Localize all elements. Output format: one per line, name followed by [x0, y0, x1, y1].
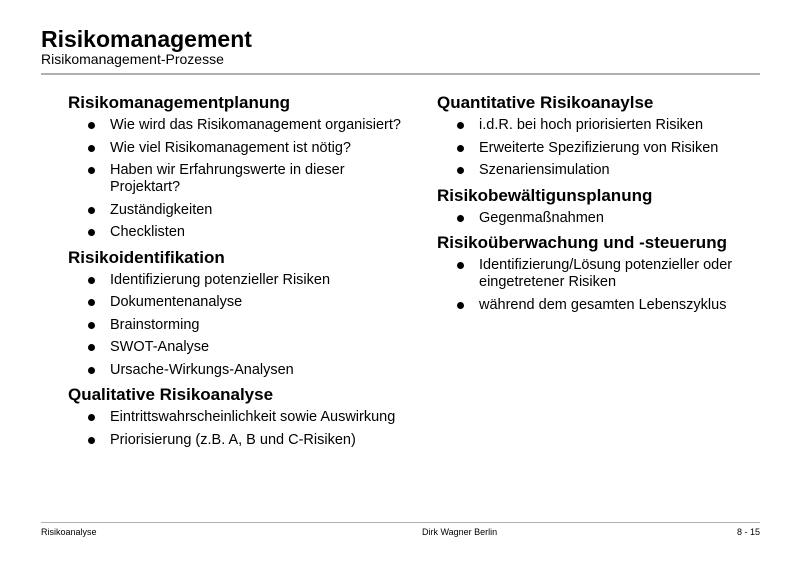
- footer-page-number: 8 - 15: [736, 527, 760, 537]
- section-title: Risikoidentifikation: [68, 247, 225, 267]
- bullet-list: [437, 257, 767, 314]
- list-item: [437, 140, 767, 157]
- list-item-text: Checklisten: [110, 224, 185, 240]
- page-title: Risikomanagement: [41, 26, 252, 52]
- section-title: Risikobewältigunsplanung: [437, 185, 653, 205]
- section-title: Risikomanagementplanung: [68, 93, 290, 112]
- bullet-list: [68, 117, 408, 241]
- bullet-icon: [88, 122, 95, 129]
- list-item: [68, 202, 408, 219]
- list-item: [437, 257, 767, 291]
- list-item-text: Wie viel Risikomanagement ist nötig?: [110, 139, 351, 156]
- list-item-text: Eintrittswahrscheinlichkeit sowie Auswirkung: [110, 409, 396, 425]
- bullet-list: [68, 409, 408, 449]
- list-item: [68, 432, 408, 449]
- list-item: [68, 224, 408, 241]
- header-divider: [41, 73, 760, 75]
- bullet-list: [437, 117, 767, 179]
- list-item: [68, 294, 408, 311]
- list-item-text: Haben wir Erfahrungswerte in dieser Projektart?: [110, 162, 345, 195]
- list-item-text: Identifizierung/Lösung potenzieller oder eingetretener Risiken: [479, 257, 733, 290]
- footer-divider: [41, 522, 760, 523]
- bullet-icon: [88, 437, 95, 444]
- section: [437, 232, 767, 314]
- bullet-icon: [88, 414, 95, 421]
- bullet-icon: [88, 277, 95, 284]
- list-item: [68, 117, 408, 134]
- list-item-text: Identifizierung potenzieller Risiken: [110, 271, 331, 288]
- bullet-list: [68, 272, 408, 379]
- section-title: Qualitative Risikoanalyse: [68, 385, 274, 404]
- footer-topic: Risikoanalyse: [41, 527, 97, 537]
- bullet-icon: [88, 207, 95, 214]
- bullet-icon: [88, 344, 95, 351]
- list-item-text: i.d.R. bei hoch priorisierten Risiken: [479, 117, 704, 133]
- bullet-icon: [457, 167, 464, 174]
- list-item-text: Gegenmaßnahmen: [479, 209, 604, 226]
- bullet-list: [437, 210, 767, 227]
- list-item: [68, 339, 408, 356]
- bullet-icon: [457, 215, 464, 222]
- list-item-text: Szenariensimulation: [479, 162, 610, 178]
- section: [68, 92, 408, 241]
- list-item: [68, 272, 408, 289]
- list-item-text: Brainstorming: [110, 316, 200, 333]
- list-item: [68, 162, 408, 196]
- bullet-icon: [88, 322, 95, 329]
- list-item-text: Dokumentenanalyse: [110, 294, 243, 310]
- list-item-text: SWOT-Analyse: [110, 339, 210, 355]
- list-item-text: Wie wird das Risikomanagement organisiert?: [110, 117, 401, 133]
- bullet-icon: [88, 167, 95, 174]
- list-item-text: Priorisierung (z.B. A, B und C-Risiken): [110, 431, 356, 448]
- section-title: Risikoüberwachung und -steuerung: [437, 233, 727, 252]
- bullet-icon: [457, 262, 464, 269]
- list-item: [68, 409, 408, 426]
- list-item-text: Erweiterte Spezifizierung von Risiken: [479, 139, 719, 156]
- left-column: [68, 92, 408, 454]
- bullet-icon: [88, 299, 95, 306]
- list-item-text: Zuständigkeiten: [110, 201, 213, 218]
- bullet-icon: [88, 145, 95, 152]
- footer-author: Dirk Wagner Berlin: [422, 527, 498, 537]
- list-item: [68, 140, 408, 157]
- bullet-icon: [457, 302, 464, 309]
- page-subtitle: Risikomanagement-Prozesse: [41, 51, 224, 67]
- list-item: [437, 297, 767, 314]
- section: [68, 384, 408, 449]
- list-item: [437, 210, 767, 227]
- bullet-icon: [88, 229, 95, 236]
- list-item: [68, 362, 408, 379]
- right-column: [437, 92, 767, 319]
- bullet-icon: [457, 145, 464, 152]
- section-title: Quantitative Risikoanaylse: [437, 93, 654, 112]
- list-item: [437, 162, 767, 179]
- section: [437, 92, 767, 179]
- list-item: [437, 117, 767, 134]
- section: [437, 185, 767, 227]
- list-item-text: Ursache-Wirkungs-Analysen: [110, 361, 294, 378]
- list-item: [68, 317, 408, 334]
- bullet-icon: [88, 367, 95, 374]
- bullet-icon: [457, 122, 464, 129]
- section: [68, 247, 408, 379]
- list-item-text: während dem gesamten Lebenszyklus: [479, 296, 727, 313]
